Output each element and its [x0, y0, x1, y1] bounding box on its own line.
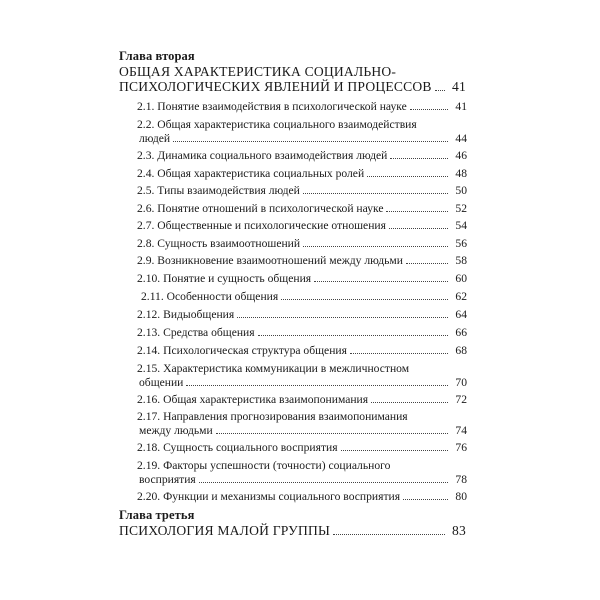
leader-dots [371, 401, 448, 403]
chapter-title-line [119, 523, 466, 538]
page-number: 80 [455, 490, 467, 503]
leader-dots [237, 316, 448, 318]
toc-entry [137, 100, 467, 114]
toc-entry [137, 344, 467, 358]
toc-entry [137, 118, 467, 145]
leader-dots [410, 108, 448, 110]
toc-entry-text: 2.12. Видыобщения [137, 308, 235, 321]
toc-entry-text: 2.6. Понятие отношений в психологической науке [137, 202, 384, 215]
toc-entry [137, 326, 467, 340]
page-number: 60 [455, 272, 467, 285]
leader-dots [216, 432, 448, 434]
page-number: 62 [455, 290, 467, 303]
toc-entry-text: 2.9. Возникновение взаимоотношений между людьми [137, 254, 403, 267]
page-number: 54 [455, 219, 467, 232]
page-number: 74 [455, 423, 467, 437]
leader-dots [258, 334, 448, 336]
leader-dots [303, 192, 448, 194]
page-number: 56 [455, 237, 467, 250]
leader-dots [314, 280, 448, 282]
toc-entry-text: 2.19. Факторы успешности (точности) социального [137, 459, 391, 472]
leader-dots [435, 89, 445, 91]
leader-dots [199, 481, 448, 483]
chapter-title-text: ОБЩАЯ ХАРАКТЕРИСТИКА СОЦИАЛЬНО- [119, 64, 397, 79]
page-number: 68 [455, 344, 467, 357]
toc-entry [137, 272, 467, 286]
page-number: 50 [455, 184, 467, 197]
toc-entry-text: 2.13. Средства общения [137, 326, 255, 339]
leader-dots [406, 262, 448, 264]
toc-entry-text: 2.17. Направления прогнозирования взаимопонимания [137, 410, 408, 423]
page-number: 44 [455, 131, 467, 145]
leader-dots [186, 384, 448, 386]
toc-entry-text: людей [139, 131, 171, 145]
toc-entry [137, 393, 467, 407]
toc-entry [137, 441, 467, 455]
leader-dots [303, 245, 448, 247]
toc-entry-text: 2.3. Динамика социального взаимодействия людей [137, 149, 388, 162]
toc-entry-text: 2.14. Психологическая структура общения [137, 344, 347, 357]
toc-entry-text: общении [139, 375, 184, 389]
leader-dots [390, 157, 448, 159]
leader-dots [350, 352, 448, 354]
page-number: 41 [452, 79, 466, 94]
chapter-title-line [119, 79, 466, 94]
toc-entry-text: 2.20. Функции и механизмы социального восприятия [137, 490, 401, 503]
page-number: 72 [455, 393, 467, 406]
chapter-title-text: ПСИХОЛОГИЯ МАЛОЙ ГРУППЫ [119, 523, 331, 538]
toc-entry [137, 410, 467, 437]
toc-entry-text: 2.4. Общая характеристика социальных ролей [137, 167, 365, 180]
toc-entry-text: 2.15. Характеристика коммуникации в межличностном [137, 362, 410, 375]
toc-entry-text: 2.8. Сущность взаимоотношений [137, 237, 301, 250]
page-number: 70 [455, 375, 467, 389]
page-number: 58 [455, 254, 467, 267]
leader-dots [389, 227, 448, 229]
toc-entry [137, 362, 467, 389]
toc-entry [137, 167, 467, 181]
leader-dots [281, 298, 448, 300]
leader-dots [333, 533, 445, 535]
page-number: 76 [455, 441, 467, 454]
leader-dots [341, 449, 448, 451]
leader-dots [386, 210, 448, 212]
toc-entry [137, 490, 467, 504]
toc-entry-text: 2.5. Типы взаимодействия людей [137, 184, 300, 197]
toc-entry-text: 2.18. Сущность социального восприятия [137, 441, 338, 454]
toc-entry [137, 219, 467, 233]
toc-entry [137, 308, 467, 322]
toc-entry [137, 290, 467, 304]
toc-entry-text: 2.2. Общая характеристика социального взаимодействия [137, 118, 417, 131]
toc-entry-text: 2.1. Понятие взаимодействия в психологической науке [137, 100, 407, 113]
page-number: 83 [452, 523, 466, 538]
leader-dots [403, 498, 448, 500]
page-number: 52 [455, 202, 467, 215]
leader-dots [173, 140, 448, 142]
toc-entry [137, 149, 467, 163]
toc-entry-text: 2.10. Понятие и сущность общения [137, 272, 312, 285]
page-number: 78 [455, 472, 467, 486]
toc-entry [137, 184, 467, 198]
toc-entry-text: 2.11. Особенности общения [141, 290, 279, 303]
toc-entry-text: 2.7. Общественные и психологические отношения [137, 219, 386, 232]
chapter-title [119, 523, 466, 538]
toc-entry [137, 237, 467, 251]
page-number: 64 [455, 308, 467, 321]
toc-entry [137, 459, 467, 486]
page-number: 41 [455, 100, 467, 113]
leader-dots [367, 175, 448, 177]
toc-entry-text: восприятия [139, 472, 196, 486]
page-number: 66 [455, 326, 467, 339]
toc-entry-text: 2.16. Общая характеристика взаимопонимания [137, 393, 369, 406]
page-number: 48 [455, 167, 467, 180]
chapter-label: Глава третья [119, 508, 195, 522]
toc-entry-text: между людьми [139, 423, 213, 437]
toc-entry [137, 254, 467, 268]
chapter-title [119, 64, 466, 94]
chapter-title-text: ПСИХОЛОГИЧЕСКИХ ЯВЛЕНИЙ И ПРОЦЕССОВ [119, 79, 432, 94]
toc-entry [137, 202, 467, 216]
page-number: 46 [455, 149, 467, 162]
chapter-label: Глава вторая [119, 49, 195, 63]
chapter-title-line [119, 64, 466, 79]
